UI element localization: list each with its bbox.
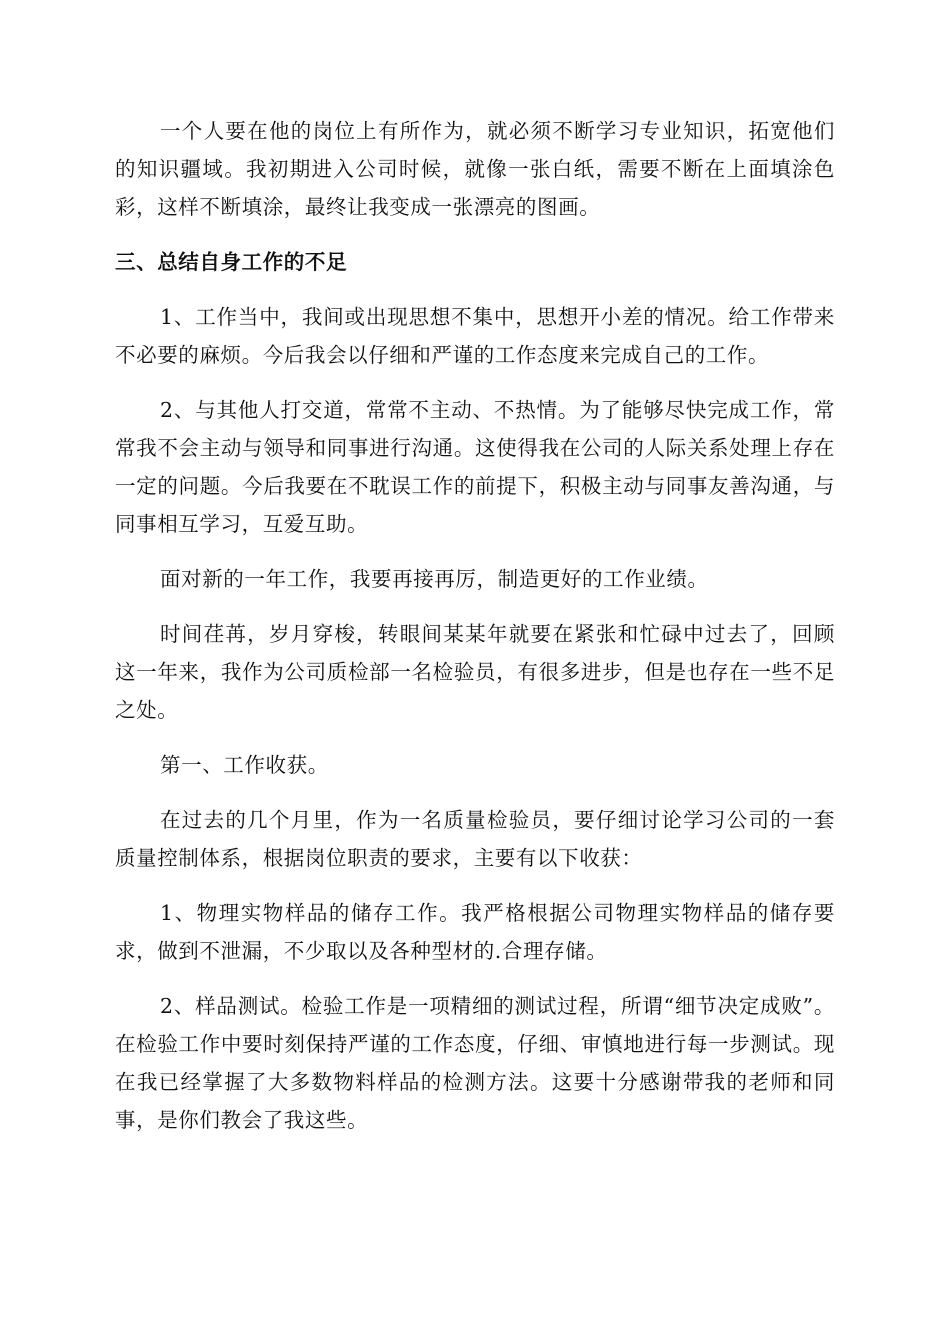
paragraph-gain-testing: 2、样品测试。检验工作是一项精细的测试过程，所谓“细节决定成败”。在检验工作中要时刻保持严谨的工作态度，仔细、审慎地进行每一步测试。现在我已经掌握了大多数物料样品的检测方法。这要十分感谢带我的老师和同事，是你们教会了我这些。 bbox=[115, 994, 835, 1132]
paragraph-shortcoming-2: 2、与其他人打交道，常常不主动、不热情。为了能够尽快完成工作，常常我不会主动与领导和同事进行沟通。这使得我在公司的人际关系处理上存在一定的问题。今后我要在不耽误工作的前提下，积极主动与同事友善沟通，与同事相互学习，互爱互助。 bbox=[115, 398, 835, 536]
paragraph-shortcoming-1: 1、工作当中，我间或出现思想不集中，思想开小差的情况。给工作带来不必要的麻烦。今后我会以仔细和严谨的工作态度来完成自己的工作。 bbox=[115, 305, 835, 367]
paragraph-first-gains: 第一、工作收获。 bbox=[160, 753, 329, 777]
paragraph-past-months: 在过去的几个月里，作为一名质量检验员，要仔细讨论学习公司的一套质量控制体系，根据岗位职责的要求，主要有以下收获： bbox=[115, 808, 835, 870]
document-page bbox=[115, 112, 835, 1156]
section-heading-shortcomings: 三、总结自身工作的不足 bbox=[115, 250, 348, 274]
paragraph-gain-storage: 1、物理实物样品的储存工作。我严格根据公司物理实物样品的储存要求，做到不泄漏，不少取以及各种型材的.合理存储。 bbox=[115, 901, 835, 963]
paragraph-knowledge: 一个人要在他的岗位上有所作为，就必须不断学习专业知识，拓宽他们的知识疆域。我初期进入公司时候，就像一张白纸，需要不断在上面填涂色彩，这样不断填涂，最终让我变成一张漂亮的图画。 bbox=[115, 119, 835, 219]
paragraph-time-review: 时间荏苒，岁月穿梭，转眼间某某年就要在紧张和忙碌中过去了，回顾这一年来，我作为公司质检部一名检验员，有很多进步，但是也存在一些不足之处。 bbox=[115, 622, 835, 722]
paragraph-new-year: 面对新的一年工作，我要再接再厉，制造更好的工作业绩。 bbox=[160, 567, 709, 591]
